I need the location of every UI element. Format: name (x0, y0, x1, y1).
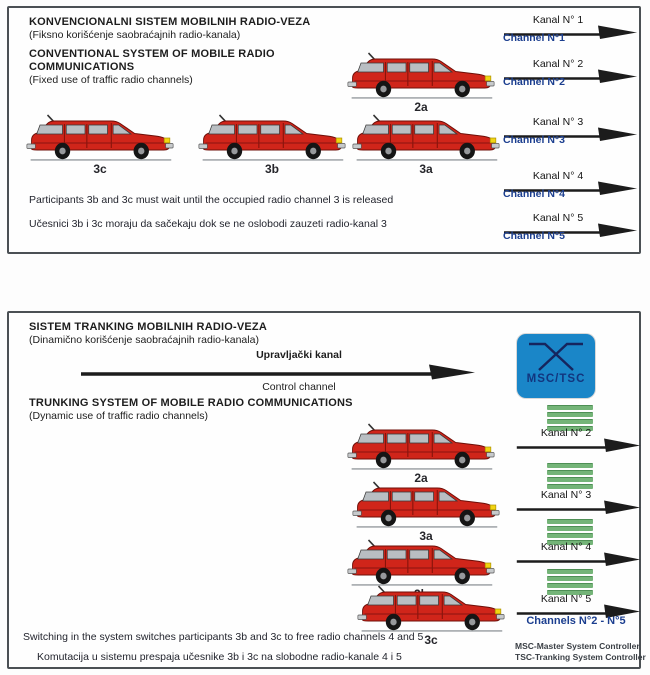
channel-group-4 (514, 541, 644, 567)
controller-legend (515, 641, 646, 663)
channel-group-2 (501, 58, 641, 88)
channel-label: Channel N°5 (503, 230, 565, 242)
legend-msc: MSC-Master System Controller (515, 641, 640, 651)
car-label: 3c (93, 162, 107, 176)
kanal-label: Kanal N° 5 (532, 212, 584, 224)
channel-group-3 (501, 116, 641, 146)
channel-traffic-icon (547, 463, 593, 491)
msc-tsc-label: MSC/TSC (526, 373, 586, 385)
panel1-title-en-line2: COMMUNICATIONS (29, 61, 135, 73)
car-2a (346, 52, 496, 114)
panel2-subtitle-sr: (Dinamično korišćenje saobraćajnih radio-kanala) (29, 334, 259, 346)
kanal-label: Kanal N° 1 (532, 14, 584, 26)
car-icon (351, 481, 501, 529)
panel2-header-en (29, 397, 353, 423)
channel-label: Channel N°1 (503, 32, 565, 44)
control-channel-arrow-icon (77, 361, 477, 381)
conventional-system-panel (7, 6, 641, 254)
car-icon (25, 114, 175, 162)
car-label: 3a (419, 162, 433, 176)
car-label: 3b (264, 162, 279, 176)
control-channel-label-sr: Upravljački kanal (256, 349, 342, 361)
channel-group-4 (501, 170, 641, 200)
panel1-subtitle-sr: (Fiksno korišćenje saobraćajnih radio-kanala) (29, 29, 241, 41)
switch-icon (521, 337, 591, 375)
car-icon (346, 52, 496, 100)
kanal-label: Kanal N° 3 (540, 489, 592, 501)
car-3b (197, 114, 347, 176)
msc-tsc-controller (517, 334, 595, 398)
car-icon (351, 114, 501, 162)
kanal-label: Kanal N° 4 (532, 170, 584, 182)
panel1-title-en-line1: CONVENTIONAL SYSTEM OF MOBILE RADIO (29, 48, 275, 60)
channel-group-1 (501, 14, 641, 44)
car-3c (25, 114, 175, 176)
panel1-subtitle-en: (Fixed use of traffic radio channels) (29, 74, 193, 86)
channel-group-3 (514, 489, 644, 515)
panel2-subtitle-en: (Dynamic use of traffic radio channels) (29, 410, 208, 422)
panel1-header (29, 16, 310, 87)
channel-group-5 (501, 212, 641, 242)
car-2a (346, 423, 496, 485)
legend-tsc: TSC-Tranking System Controller (515, 652, 646, 662)
kanal-label: Kanal N° 4 (540, 541, 592, 553)
channels-range-label: Channels N°2 - N°5 (526, 615, 626, 627)
car-3a (351, 481, 501, 543)
car-label: 3c (424, 633, 438, 647)
kanal-label: Kanal N° 3 (532, 116, 584, 128)
channel-label: Channel N°2 (503, 76, 565, 88)
panel1-note-en: Participants 3b and 3c must wait until the occupied radio channel 3 is released (29, 194, 394, 206)
panel2-note-sr: Komutacija u sistemu prespaja učesnike 3b i 3c na slobodne radio-kanale 4 i 5 (37, 651, 402, 663)
kanal-label: Kanal N° 2 (540, 427, 592, 439)
channel-label: Channel N°4 (503, 188, 565, 200)
car-3a (351, 114, 501, 176)
panel2-title-sr: SISTEM TRANKING MOBILNIH RADIO-VEZA (29, 321, 267, 333)
channel-group-2 (514, 427, 644, 453)
panel1-note-sr: Učesnici 3b i 3c moraju da sačekaju dok se ne oslobodi zauzeti radio-kanal 3 (29, 218, 387, 230)
control-channel-label-en: Control channel (262, 381, 336, 393)
car-icon (356, 585, 506, 633)
car-label: 3a (419, 529, 433, 543)
kanal-label: Kanal N° 5 (540, 593, 592, 605)
panel2-title-en: TRUNKING SYSTEM OF MOBILE RADIO COMMUNICATIONS (29, 397, 353, 409)
channel-label: Channel N°3 (503, 134, 565, 146)
kanal-label: Kanal N° 2 (532, 58, 584, 70)
panel2-note-en: Switching in the system switches participants 3b and 3c to free radio channels 4 and 5 (23, 631, 424, 643)
car-icon (346, 539, 496, 587)
car-label: 2a (414, 100, 428, 114)
panel1-title-sr: KONVENCIONALNI SISTEM MOBILNIH RADIO-VEZA (29, 16, 311, 28)
car-icon (197, 114, 347, 162)
car-icon (346, 423, 496, 471)
car-label: 2a (414, 471, 428, 485)
panel2-header (29, 321, 267, 347)
trunking-system-panel (7, 311, 646, 669)
